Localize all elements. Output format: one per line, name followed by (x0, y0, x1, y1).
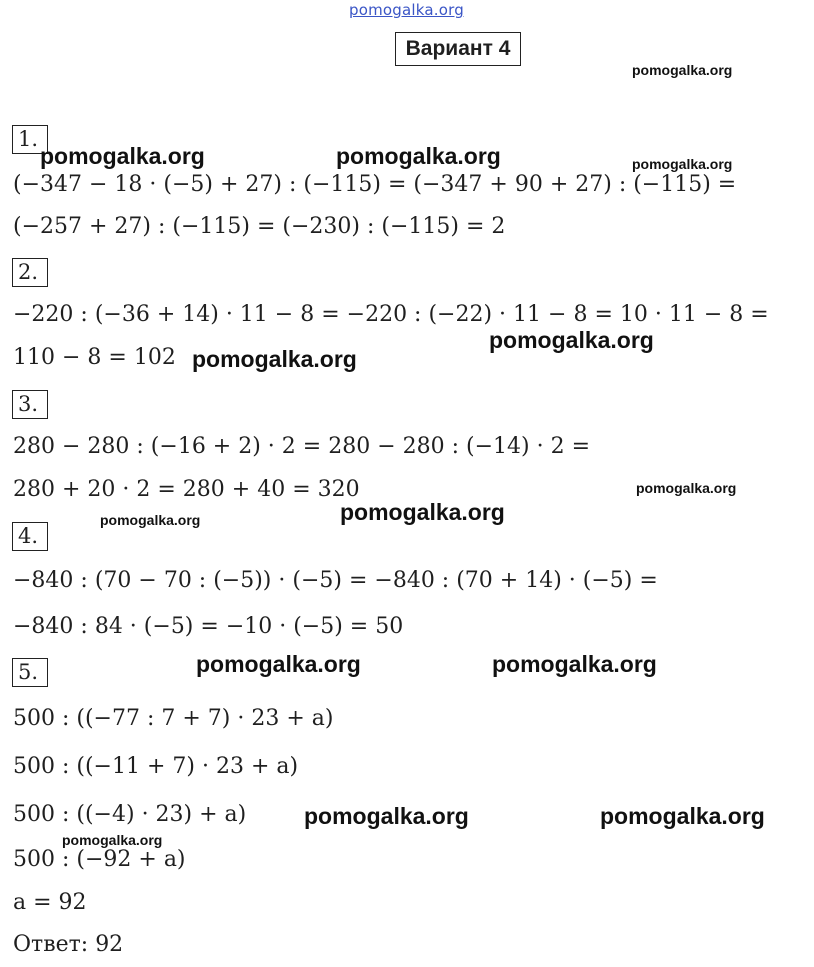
watermark: pomogalka.org (100, 512, 201, 528)
watermark: pomogalka.org (336, 143, 501, 169)
task-1-line-2: (−257 + 27) : (−115) = (−230) : (−115) = 2 (13, 214, 506, 239)
answer-line: Ответ: 92 (13, 932, 124, 957)
task-5-line-4: 500 : (−92 + a) (13, 847, 186, 872)
task-1-line-1: (−347 − 18 · (−5) + 27) : (−115) = (−347 + 90 + 27) : (−115) = (13, 172, 737, 197)
watermark: pomogalka.org (196, 651, 361, 677)
task-2-number: 2. (12, 258, 48, 287)
task-5-line-3: 500 : ((−4) · 23) + a) (13, 802, 247, 827)
task-3-line-2: 280 + 20 · 2 = 280 + 40 = 320 (13, 477, 360, 502)
watermark: pomogalka.org (40, 143, 205, 169)
task-2-line-1: −220 : (−36 + 14) · 11 − 8 = −220 : (−22) · 11 − 8 = 10 · 11 − 8 = (13, 302, 769, 327)
task-5-number: 5. (12, 658, 48, 687)
task-1-number: 1. (12, 125, 48, 154)
watermark: pomogalka.org (492, 651, 657, 677)
watermark: pomogalka.org (192, 346, 357, 372)
watermark: pomogalka.org (632, 156, 733, 172)
task-3-number: 3. (12, 390, 48, 419)
watermark: pomogalka.org (632, 62, 733, 78)
watermark: pomogalka.org (304, 803, 469, 829)
watermark: pomogalka.org (489, 327, 654, 353)
task-4-line-1: −840 : (70 − 70 : (−5)) · (−5) = −840 : (70 + 14) · (−5) = (13, 568, 658, 593)
task-4-line-2: −840 : 84 · (−5) = −10 · (−5) = 50 (13, 614, 404, 639)
variant-title: Вариант 4 (395, 32, 521, 66)
task-5-line-1: 500 : ((−77 : 7 + 7) · 23 + a) (13, 706, 334, 731)
task-3-line-1: 280 − 280 : (−16 + 2) · 2 = 280 − 280 : (−14) · 2 = (13, 434, 591, 459)
task-2-line-2: 110 − 8 = 102 (13, 345, 176, 370)
task-5-line-2: 500 : ((−11 + 7) · 23 + a) (13, 754, 299, 779)
watermark: pomogalka.org (600, 803, 765, 829)
watermark: pomogalka.org (340, 499, 505, 525)
watermark: pomogalka.org (636, 480, 737, 496)
task-5-line-5: a = 92 (13, 890, 87, 915)
task-4-number: 4. (12, 522, 48, 551)
watermark: pomogalka.org (62, 832, 163, 848)
watermark-top-link[interactable]: pomogalka.org (349, 1, 464, 19)
